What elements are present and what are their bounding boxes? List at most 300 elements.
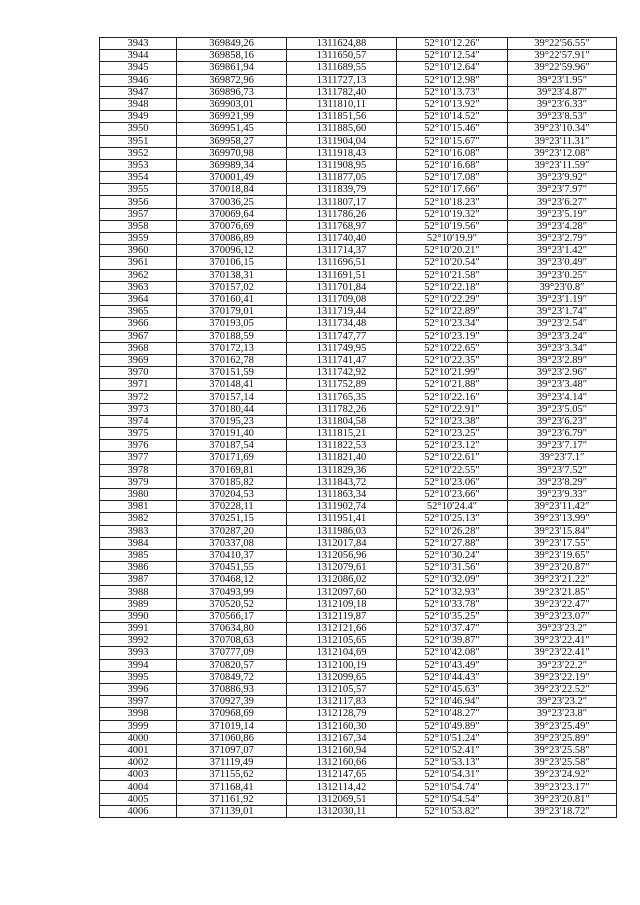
longitude-cell: 39°23′25.58″ [508,744,617,756]
coordinates-table-body [100,38,617,818]
y-coordinate-cell: 1311709,08 [287,293,397,305]
x-coordinate-cell: 370076,69 [177,220,287,232]
longitude-cell: 39°23′9.33″ [508,488,617,500]
y-coordinate-cell: 1312086,02 [287,574,397,586]
x-coordinate-cell: 369861,94 [177,62,287,74]
y-coordinate-cell: 1311714,37 [287,245,397,257]
x-coordinate-cell: 371139,01 [177,805,287,817]
latitude-cell: 52°10′22.55″ [397,464,508,476]
table-row [100,744,617,756]
point-number-cell: 3993 [100,647,177,659]
longitude-cell: 39°23′22.41″ [508,635,617,647]
y-coordinate-cell: 1311885,60 [287,123,397,135]
y-coordinate-cell: 1311742,92 [287,367,397,379]
point-number-cell: 3946 [100,74,177,86]
point-number-cell: 3992 [100,635,177,647]
table-row [100,781,617,793]
point-number-cell: 3952 [100,147,177,159]
x-coordinate-cell: 371168,41 [177,781,287,793]
y-coordinate-cell: 1311624,88 [287,38,397,50]
point-number-cell: 4002 [100,757,177,769]
longitude-cell: 39°23′20.81″ [508,793,617,805]
y-coordinate-cell: 1311768,97 [287,220,397,232]
table-row [100,696,617,708]
longitude-cell: 39°22′56.55″ [508,38,617,50]
longitude-cell: 39°23′17.55″ [508,537,617,549]
table-row [100,537,617,549]
table-row [100,403,617,415]
latitude-cell: 52°10′14.52″ [397,111,508,123]
x-coordinate-cell: 370018,84 [177,184,287,196]
longitude-cell: 39°23′21.85″ [508,586,617,598]
y-coordinate-cell: 1312105,65 [287,635,397,647]
longitude-cell: 39°23′23.07″ [508,610,617,622]
latitude-cell: 52°10′17.08″ [397,172,508,184]
latitude-cell: 52°10′53.82″ [397,805,508,817]
table-row [100,757,617,769]
x-coordinate-cell: 370096,12 [177,245,287,257]
y-coordinate-cell: 1312079,61 [287,562,397,574]
table-row [100,659,617,671]
point-number-cell: 3950 [100,123,177,135]
point-number-cell: 3980 [100,488,177,500]
longitude-cell: 39°23′8.29″ [508,476,617,488]
point-number-cell: 3949 [100,111,177,123]
y-coordinate-cell: 1311851,56 [287,111,397,123]
point-number-cell: 3998 [100,708,177,720]
table-row [100,86,617,98]
longitude-cell: 39°23′7.97″ [508,184,617,196]
y-coordinate-cell: 1312160,94 [287,744,397,756]
latitude-cell: 52°10′24.4″ [397,501,508,513]
x-coordinate-cell: 370106,15 [177,257,287,269]
table-row [100,769,617,781]
y-coordinate-cell: 1312105,57 [287,683,397,695]
x-coordinate-cell: 371161,92 [177,793,287,805]
point-number-cell: 3968 [100,342,177,354]
latitude-cell: 52°10′16.68″ [397,159,508,171]
y-coordinate-cell: 1311908,95 [287,159,397,171]
latitude-cell: 52°10′32.09″ [397,574,508,586]
x-coordinate-cell: 370160,41 [177,293,287,305]
y-coordinate-cell: 1311843,72 [287,476,397,488]
latitude-cell: 52°10′22.35″ [397,354,508,366]
x-coordinate-cell: 370195,23 [177,415,287,427]
point-number-cell: 4006 [100,805,177,817]
table-row [100,501,617,513]
y-coordinate-cell: 1312167,34 [287,732,397,744]
longitude-cell: 39°23′22.47″ [508,598,617,610]
x-coordinate-cell: 369903,01 [177,98,287,110]
x-coordinate-cell: 370151,59 [177,367,287,379]
longitude-cell: 39°23′4.87″ [508,86,617,98]
point-number-cell: 3996 [100,683,177,695]
y-coordinate-cell: 1312097,60 [287,586,397,598]
longitude-cell: 39°23′20.87″ [508,562,617,574]
point-number-cell: 3973 [100,403,177,415]
table-row [100,598,617,610]
y-coordinate-cell: 1312056,96 [287,549,397,561]
latitude-cell: 52°10′48.27″ [397,708,508,720]
point-number-cell: 3964 [100,293,177,305]
x-coordinate-cell: 370493,99 [177,586,287,598]
y-coordinate-cell: 1312121,66 [287,623,397,635]
point-number-cell: 3963 [100,281,177,293]
table-row [100,671,617,683]
point-number-cell: 3945 [100,62,177,74]
table-row [100,732,617,744]
table-row [100,135,617,147]
y-coordinate-cell: 1312099,65 [287,671,397,683]
longitude-cell: 39°23′0.49″ [508,257,617,269]
x-coordinate-cell: 370001,49 [177,172,287,184]
table-row [100,111,617,123]
point-number-cell: 3971 [100,379,177,391]
y-coordinate-cell: 1311727,13 [287,74,397,86]
table-row [100,342,617,354]
x-coordinate-cell: 369921,99 [177,111,287,123]
table-row [100,233,617,245]
point-number-cell: 3943 [100,38,177,50]
table-row [100,379,617,391]
table-row [100,208,617,220]
y-coordinate-cell: 1311689,55 [287,62,397,74]
y-coordinate-cell: 1311804,58 [287,415,397,427]
table-row [100,74,617,86]
longitude-cell: 39°23′10.34″ [508,123,617,135]
longitude-cell: 39°23′2.79″ [508,233,617,245]
longitude-cell: 39°23′6.27″ [508,196,617,208]
table-row [100,452,617,464]
x-coordinate-cell: 370086,89 [177,233,287,245]
latitude-cell: 52°10′52.41″ [397,744,508,756]
y-coordinate-cell: 1312119,87 [287,610,397,622]
y-coordinate-cell: 1311863,34 [287,488,397,500]
table-row [100,647,617,659]
table-row [100,440,617,452]
table-row [100,196,617,208]
x-coordinate-cell: 370188,59 [177,330,287,342]
point-number-cell: 3957 [100,208,177,220]
point-number-cell: 3959 [100,233,177,245]
point-number-cell: 3985 [100,549,177,561]
latitude-cell: 52°10′46.94″ [397,696,508,708]
point-number-cell: 3989 [100,598,177,610]
table-row [100,184,617,196]
y-coordinate-cell: 1311696,51 [287,257,397,269]
latitude-cell: 52°10′26.28″ [397,525,508,537]
x-coordinate-cell: 370157,02 [177,281,287,293]
point-number-cell: 3988 [100,586,177,598]
x-coordinate-cell: 370708,63 [177,635,287,647]
y-coordinate-cell: 1311691,51 [287,269,397,281]
point-number-cell: 3983 [100,525,177,537]
x-coordinate-cell: 370520,52 [177,598,287,610]
y-coordinate-cell: 1311821,40 [287,452,397,464]
y-coordinate-cell: 1311951,41 [287,513,397,525]
table-row [100,281,617,293]
table-row [100,476,617,488]
latitude-cell: 52°10′21.58″ [397,269,508,281]
longitude-cell: 39°23′25.49″ [508,720,617,732]
table-row [100,367,617,379]
latitude-cell: 52°10′49.89″ [397,720,508,732]
point-number-cell: 3979 [100,476,177,488]
x-coordinate-cell: 370179,01 [177,306,287,318]
latitude-cell: 52°10′19.9″ [397,233,508,245]
y-coordinate-cell: 1311839,79 [287,184,397,196]
y-coordinate-cell: 1311786,26 [287,208,397,220]
x-coordinate-cell: 370148,41 [177,379,287,391]
x-coordinate-cell: 370138,31 [177,269,287,281]
longitude-cell: 39°23′25.58″ [508,757,617,769]
x-coordinate-cell: 369970,98 [177,147,287,159]
point-number-cell: 4005 [100,793,177,805]
x-coordinate-cell: 370468,12 [177,574,287,586]
longitude-cell: 39°23′24.92″ [508,769,617,781]
latitude-cell: 52°10′21.99″ [397,367,508,379]
latitude-cell: 52°10′20.54″ [397,257,508,269]
point-number-cell: 3965 [100,306,177,318]
y-coordinate-cell: 1311741,47 [287,354,397,366]
y-coordinate-cell: 1312100,19 [287,659,397,671]
latitude-cell: 52°10′13.73″ [397,86,508,98]
table-row [100,123,617,135]
x-coordinate-cell: 370191,40 [177,428,287,440]
latitude-cell: 52°10′23.19″ [397,330,508,342]
x-coordinate-cell: 370169,81 [177,464,287,476]
latitude-cell: 52°10′23.12″ [397,440,508,452]
x-coordinate-cell: 370634,80 [177,623,287,635]
latitude-cell: 52°10′22.16″ [397,391,508,403]
point-number-cell: 3994 [100,659,177,671]
longitude-cell: 39°23′3.24″ [508,330,617,342]
x-coordinate-cell: 371119,49 [177,757,287,769]
table-row [100,50,617,62]
y-coordinate-cell: 1311747,77 [287,330,397,342]
longitude-cell: 39°23′2.54″ [508,318,617,330]
longitude-cell: 39°23′1.95″ [508,74,617,86]
y-coordinate-cell: 1311810,11 [287,98,397,110]
latitude-cell: 52°10′23.25″ [397,428,508,440]
x-coordinate-cell: 371155,62 [177,769,287,781]
latitude-cell: 52°10′54.54″ [397,793,508,805]
latitude-cell: 52°10′19.32″ [397,208,508,220]
table-row [100,488,617,500]
table-row [100,513,617,525]
point-number-cell: 3977 [100,452,177,464]
point-number-cell: 3997 [100,696,177,708]
latitude-cell: 52°10′22.18″ [397,281,508,293]
longitude-cell: 39°23′2.89″ [508,354,617,366]
longitude-cell: 39°23′13.99″ [508,513,617,525]
x-coordinate-cell: 370451,55 [177,562,287,574]
x-coordinate-cell: 370172,13 [177,342,287,354]
longitude-cell: 39°23′19.65″ [508,549,617,561]
latitude-cell: 52°10′30.24″ [397,549,508,561]
x-coordinate-cell: 370820,57 [177,659,287,671]
point-number-cell: 3986 [100,562,177,574]
table-row [100,257,617,269]
y-coordinate-cell: 1311701,84 [287,281,397,293]
point-number-cell: 4004 [100,781,177,793]
table-row [100,354,617,366]
x-coordinate-cell: 370251,15 [177,513,287,525]
latitude-cell: 52°10′25.13″ [397,513,508,525]
point-number-cell: 3954 [100,172,177,184]
table-row [100,428,617,440]
table-row [100,293,617,305]
y-coordinate-cell: 1312017,84 [287,537,397,549]
y-coordinate-cell: 1311918,43 [287,147,397,159]
y-coordinate-cell: 1311986,03 [287,525,397,537]
latitude-cell: 52°10′39.87″ [397,635,508,647]
longitude-cell: 39°23′6.23″ [508,415,617,427]
x-coordinate-cell: 369896,73 [177,86,287,98]
x-coordinate-cell: 371019,14 [177,720,287,732]
x-coordinate-cell: 371060,86 [177,732,287,744]
longitude-cell: 39°23′5.19″ [508,208,617,220]
table-row [100,98,617,110]
table-row [100,318,617,330]
latitude-cell: 52°10′13.92″ [397,98,508,110]
point-number-cell: 3970 [100,367,177,379]
point-number-cell: 3966 [100,318,177,330]
table-row [100,38,617,50]
table-row [100,525,617,537]
table-row [100,586,617,598]
x-coordinate-cell: 370185,82 [177,476,287,488]
longitude-cell: 39°23′22.19″ [508,671,617,683]
latitude-cell: 52°10′54.74″ [397,781,508,793]
x-coordinate-cell: 371097,07 [177,744,287,756]
table-row [100,464,617,476]
y-coordinate-cell: 1312128,79 [287,708,397,720]
longitude-cell: 39°23′11.59″ [508,159,617,171]
x-coordinate-cell: 369951,45 [177,123,287,135]
point-number-cell: 3974 [100,415,177,427]
table-row [100,562,617,574]
point-number-cell: 3947 [100,86,177,98]
y-coordinate-cell: 1311782,40 [287,86,397,98]
longitude-cell: 39°23′2.96″ [508,367,617,379]
longitude-cell: 39°23′6.79″ [508,428,617,440]
x-coordinate-cell: 369858,16 [177,50,287,62]
longitude-cell: 39°23′1.74″ [508,306,617,318]
x-coordinate-cell: 370968,69 [177,708,287,720]
latitude-cell: 52°10′53.13″ [397,757,508,769]
longitude-cell: 39°23′8.53″ [508,111,617,123]
latitude-cell: 52°10′16.08″ [397,147,508,159]
y-coordinate-cell: 1311719,44 [287,306,397,318]
table-row [100,306,617,318]
latitude-cell: 52°10′23.66″ [397,488,508,500]
y-coordinate-cell: 1312069,51 [287,793,397,805]
y-coordinate-cell: 1311822,53 [287,440,397,452]
y-coordinate-cell: 1311902,74 [287,501,397,513]
longitude-cell: 39°23′22.52″ [508,683,617,695]
latitude-cell: 52°10′42.08″ [397,647,508,659]
latitude-cell: 52°10′18.23″ [397,196,508,208]
table-row [100,172,617,184]
y-coordinate-cell: 1311752,89 [287,379,397,391]
latitude-cell: 52°10′22.89″ [397,306,508,318]
latitude-cell: 52°10′44.43″ [397,671,508,683]
longitude-cell: 39°23′22.2″ [508,659,617,671]
latitude-cell: 52°10′27.88″ [397,537,508,549]
longitude-cell: 39°23′4.14″ [508,391,617,403]
longitude-cell: 39°23′4.28″ [508,220,617,232]
longitude-cell: 39°23′11.42″ [508,501,617,513]
table-row [100,805,617,817]
table-row [100,683,617,695]
table-row [100,610,617,622]
longitude-cell: 39°23′25.89″ [508,732,617,744]
x-coordinate-cell: 370180,44 [177,403,287,415]
longitude-cell: 39°22′59.96″ [508,62,617,74]
longitude-cell: 39°23′5.05″ [508,403,617,415]
latitude-cell: 52°10′23.38″ [397,415,508,427]
latitude-cell: 52°10′22.91″ [397,403,508,415]
x-coordinate-cell: 370927,39 [177,696,287,708]
y-coordinate-cell: 1311782,26 [287,403,397,415]
x-coordinate-cell: 370162,78 [177,354,287,366]
longitude-cell: 39°23′11.31″ [508,135,617,147]
y-coordinate-cell: 1312114,42 [287,781,397,793]
x-coordinate-cell: 369872,96 [177,74,287,86]
latitude-cell: 52°10′15.46″ [397,123,508,135]
longitude-cell: 39°23′0.25″ [508,269,617,281]
latitude-cell: 52°10′35.25″ [397,610,508,622]
latitude-cell: 52°10′23.06″ [397,476,508,488]
x-coordinate-cell: 370410,37 [177,549,287,561]
y-coordinate-cell: 1312117,83 [287,696,397,708]
longitude-cell: 39°23′23.8″ [508,708,617,720]
y-coordinate-cell: 1312160,66 [287,757,397,769]
table-row [100,623,617,635]
x-coordinate-cell: 369958,27 [177,135,287,147]
latitude-cell: 52°10′12.64″ [397,62,508,74]
x-coordinate-cell: 370193,05 [177,318,287,330]
table-row [100,415,617,427]
longitude-cell: 39°23′15.84″ [508,525,617,537]
point-number-cell: 3987 [100,574,177,586]
x-coordinate-cell: 370204,53 [177,488,287,500]
table-row [100,708,617,720]
x-coordinate-cell: 370171,69 [177,452,287,464]
table-row [100,793,617,805]
point-number-cell: 3981 [100,501,177,513]
y-coordinate-cell: 1312147,65 [287,769,397,781]
point-number-cell: 3999 [100,720,177,732]
y-coordinate-cell: 1311815,21 [287,428,397,440]
y-coordinate-cell: 1311904,04 [287,135,397,147]
x-coordinate-cell: 369989,34 [177,159,287,171]
longitude-cell: 39°23′9.92″ [508,172,617,184]
point-number-cell: 3953 [100,159,177,171]
table-row [100,720,617,732]
longitude-cell: 39°23′3.48″ [508,379,617,391]
longitude-cell: 39°23′12.08″ [508,147,617,159]
coordinates-table [99,37,617,818]
x-coordinate-cell: 370777,09 [177,647,287,659]
point-number-cell: 3960 [100,245,177,257]
longitude-cell: 39°23′1.42″ [508,245,617,257]
latitude-cell: 52°10′33.78″ [397,598,508,610]
y-coordinate-cell: 1311829,36 [287,464,397,476]
latitude-cell: 52°10′21.88″ [397,379,508,391]
table-row [100,159,617,171]
